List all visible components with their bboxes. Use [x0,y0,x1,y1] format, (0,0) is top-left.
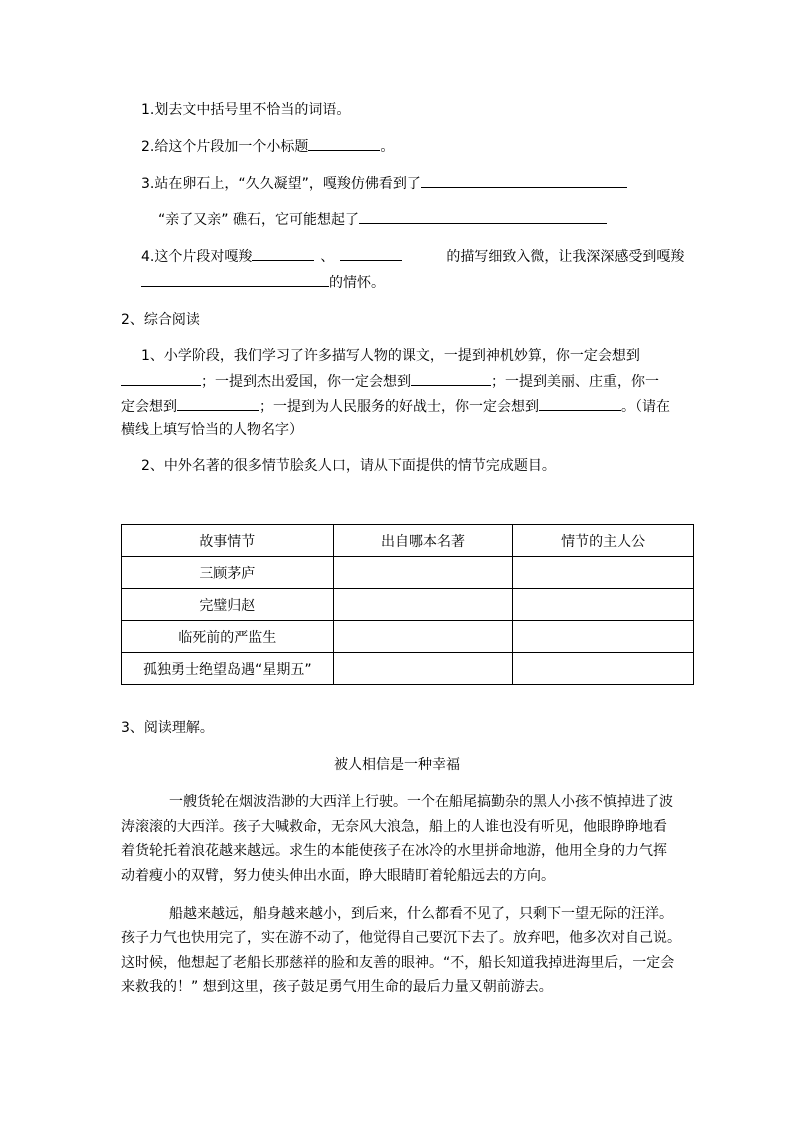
paragraph-1-line: 一艘货轮在烟波浩渺的大西洋上行驶。一个在船尾搞勤杂的黑人小孩不慎掉进了波 [169,794,673,810]
item-1-text-3a: 定会想到 [121,399,177,415]
answer-blank[interactable] [308,136,380,151]
answer-blank[interactable] [411,371,491,386]
answer-blank[interactable] [252,246,314,261]
paragraph-1-line: 涛滚滚的大西洋。孩子大喊救命，无奈风大浪急，船上的人谁也没有听见，他眼睁睁地看 [121,819,667,835]
table-header: 情节的主人公 [513,525,694,557]
novel-table [121,524,694,685]
table-header: 故事情节 [122,525,334,557]
answer-cell[interactable] [513,557,694,589]
item-2-text: 2、中外名著的很多情节脍炙人口，请从下面提供的情节完成题目。 [141,458,556,474]
item-1-line-3 [121,396,670,417]
answer-blank[interactable] [539,396,621,411]
paragraph-1-line: 动着瘦小的双臂，努力使头伸出水面，睁大眼睛盯着轮船远去的方向。 [121,868,555,884]
answer-cell[interactable] [513,621,694,653]
item-1-text-2b: ；一提到美丽、庄重，你一 [491,374,659,390]
question-2-text: 2.给这个片段加一个小标题 [141,139,309,155]
question-4-text-a: 4.这个片段对嘎羧 [141,249,253,265]
plot-cell: 临死前的严监生 [122,621,334,653]
table-header: 出自哪本名著 [333,525,513,557]
answer-cell[interactable] [513,589,694,621]
question-3-line-2 [158,209,607,230]
question-4-sep: 、 [320,249,335,265]
table-row [122,653,694,685]
section-3-heading: 3、阅读理解。 [121,720,214,736]
table-header-row [122,525,694,557]
answer-blank[interactable] [141,272,329,287]
item-1-line-4: 横线上填写恰当的人物名字） [121,422,303,438]
answer-cell[interactable] [513,653,694,685]
answer-cell[interactable] [333,621,513,653]
question-2 [141,136,394,157]
table-row [122,621,694,653]
answer-blank[interactable] [177,396,259,411]
answer-blank[interactable] [421,173,627,188]
question-3-text-1: 3.站在卵石上，“久久凝望”，嘎羧仿佛看到了 [141,176,421,192]
answer-cell[interactable] [333,589,513,621]
passage-title: 被人相信是一种幸福 [334,757,460,773]
plot-cell: 完璧归赵 [122,589,334,621]
item-1-text-3c: 。（请在 [621,399,670,415]
paragraph-2-line: 来救我的！” 想到这里，孩子鼓足勇气用生命的最后力量又朝前游去。 [121,979,553,995]
table-row [122,589,694,621]
answer-blank[interactable] [340,246,402,261]
paragraph-2-line: 这时候，他想起了老船长那慈祥的脸和友善的眼神。“不，船长知道我掉进海里后，一定会 [121,955,675,971]
question-2-end: 。 [380,139,395,155]
table-row [122,557,694,589]
item-1-line-1: 1、小学阶段，我们学习了许多描写人物的课文，一提到神机妙算，你一定会想到 [141,348,640,364]
paragraph-2-line: 船越来越远，船身越来越小，到后来，什么都看不见了，只剩下一望无际的汪洋。 [169,906,673,922]
question-4-end: 的情怀。 [329,275,385,291]
answer-blank[interactable] [359,209,607,224]
answer-cell[interactable] [333,557,513,589]
question-1: 1.划去文中括号里不恰当的词语。 [141,102,351,118]
question-3-line-1 [141,173,627,194]
question-4-text-b: 的描写细致入微，让我深深感受到嘎羧 [446,249,685,265]
answer-cell[interactable] [333,653,513,685]
plot-cell: 孤独勇士绝望岛遇“星期五” [122,653,334,685]
item-1-text-3b: ；一提到为人民服务的好战士，你一定会想到 [259,399,539,415]
item-1-text-2a: ；一提到杰出爱国，你一定会想到 [201,374,411,390]
section-2-heading: 2、综合阅读 [121,312,200,328]
question-4-line-1 [141,246,684,267]
question-4-line-2 [141,272,385,293]
plot-cell: 三顾茅庐 [122,557,334,589]
question-3-text-2: “亲了又亲” 礁石，它可能想起了 [158,212,359,228]
item-1-line-2 [121,371,659,392]
paragraph-2-line: 孩子力气也快用完了，实在游不动了，他觉得自己要沉下去了。放弃吧，他多次对自己说。 [121,930,681,946]
paragraph-1-line: 着货轮托着浪花越来越远。求生的本能使孩子在冰冷的水里拼命地游，他用全身的力气挥 [121,843,667,859]
answer-blank[interactable] [121,371,201,386]
